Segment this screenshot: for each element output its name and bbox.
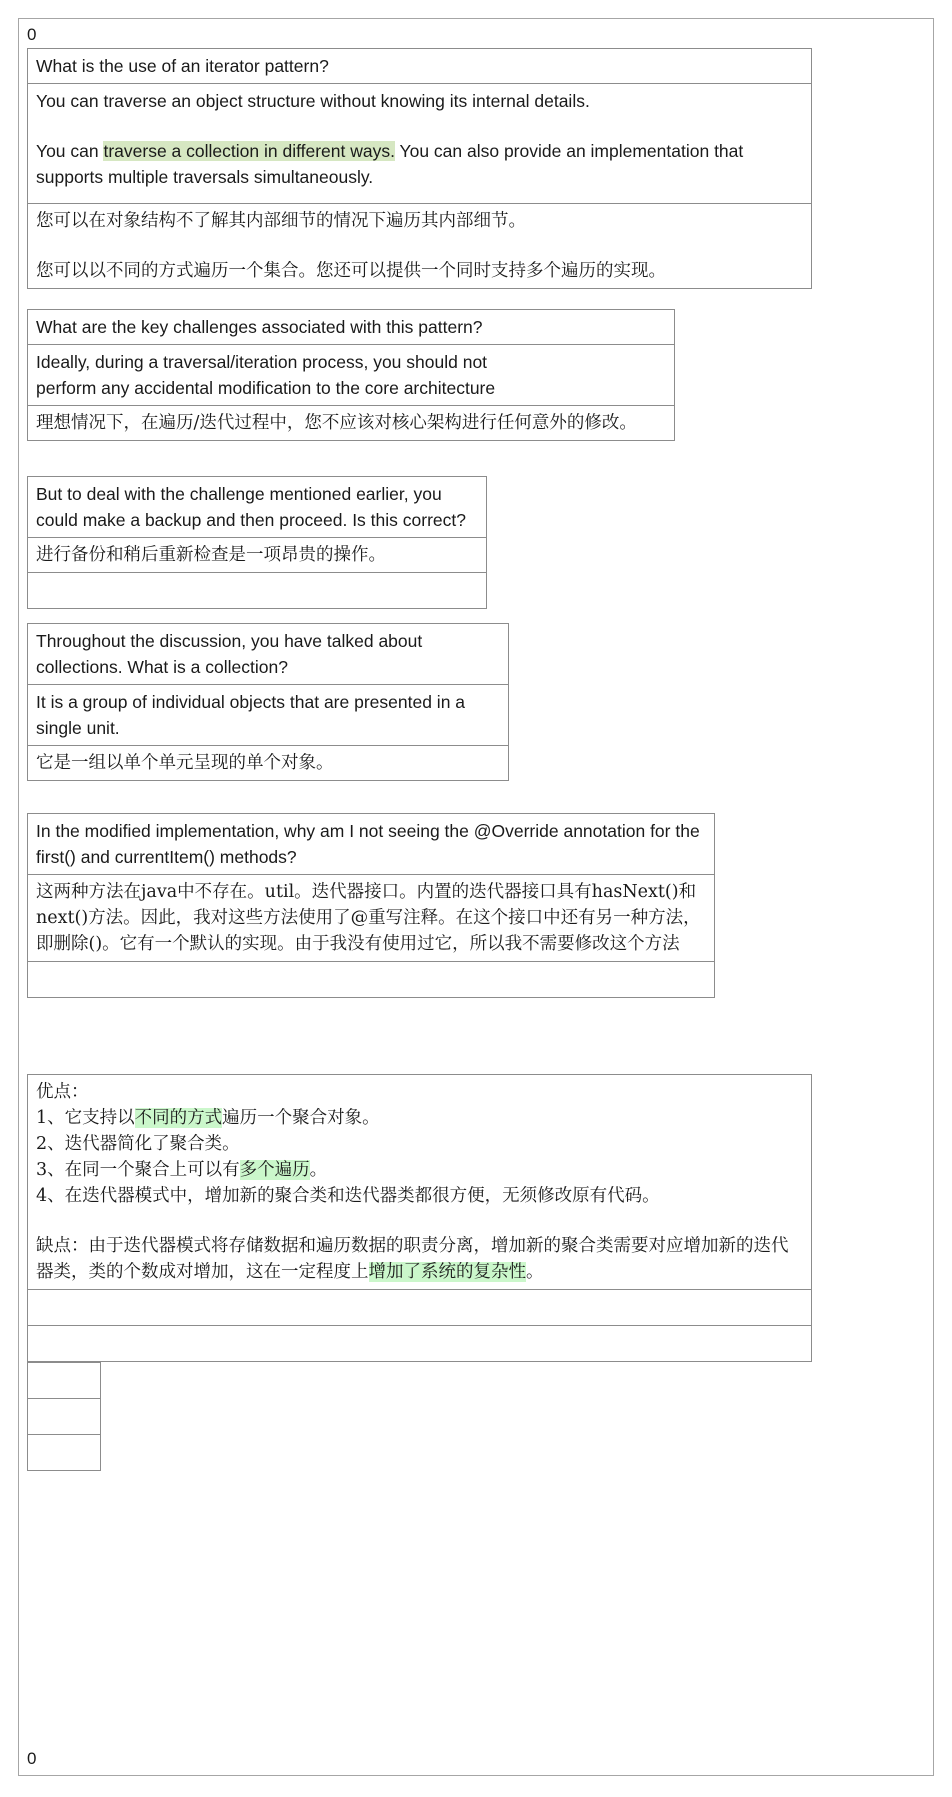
empty-row xyxy=(28,1435,101,1471)
empty-row xyxy=(28,1363,101,1399)
qa-card-key-challenges xyxy=(27,309,675,441)
empty-row xyxy=(28,1290,812,1326)
qa-card-override xyxy=(27,813,715,998)
answer-zh-line-1: 您可以在对象结构不了解其内部细节的情况下遍历其内部细节。 xyxy=(36,211,526,231)
qa-card-iterator-use xyxy=(27,48,812,289)
empty-row xyxy=(28,1399,101,1435)
question-text: What are the key challenges associated with this pattern? xyxy=(28,310,675,345)
question-row xyxy=(28,624,509,685)
page-number-bottom: 0 xyxy=(27,1749,37,1768)
answer-zh-row xyxy=(28,406,675,441)
answer-zh-text: 它是一组以单个单元呈现的单个对象。 xyxy=(28,746,509,781)
highlighted-text: 多个遍历 xyxy=(239,1160,310,1180)
answer-zh-row xyxy=(28,538,487,573)
answer-zh-row xyxy=(28,746,509,781)
cons-text: 缺点：由于迭代器模式将存储数据和遍历数据的职责分离，增加新的聚合类需要对应增加新的迭代器类，类的个数成对增加，这在一定程度上增加了系统的复杂性。 xyxy=(36,1236,789,1282)
answer-zh-text: 进行备份和稍后重新检查是一项昂贵的操作。 xyxy=(28,538,487,573)
answer-en-line-1: You can traverse an object structure without knowing its internal details. xyxy=(36,91,590,111)
empty-row xyxy=(28,573,487,609)
answer-en-row xyxy=(28,345,675,406)
document-page xyxy=(18,18,934,1776)
answer-zh-text: 理想情况下，在遍历/迭代过程中，您不应该对核心架构进行任何意外的修改。 xyxy=(28,406,675,441)
highlighted-text: 增加了系统的复杂性 xyxy=(368,1262,526,1282)
answer-en-line-2: You can traverse a collection in different ways. You can also provide an implementation that supports multiple traversals simultaneously. xyxy=(36,141,744,187)
pros-item-3: 3、在同一个聚合上可以有多个遍历。 xyxy=(36,1160,328,1180)
pros-item-4: 4、在迭代器模式中，增加新的聚合类和迭代器类都很方便，无须修改原有代码。 xyxy=(36,1186,660,1206)
highlighted-text: 不同的方式 xyxy=(134,1108,223,1128)
answer-zh-line-2: 您可以以不同的方式遍历一个集合。您还可以提供一个同时支持多个遍历的实现。 xyxy=(36,261,666,281)
pros-cons-card xyxy=(27,1074,812,1362)
highlighted-text: traverse a collection in different ways. xyxy=(103,141,395,161)
answer-en-row xyxy=(28,685,509,746)
question-text: But to deal with the challenge mentioned earlier, you could make a backup and then proceed. Is this correct? xyxy=(28,477,487,538)
answer-en-text: Ideally, during a traversal/iteration process, you should not perform any accidental modification to the core architecture xyxy=(36,352,496,398)
pros-item-1: 1、它支持以不同的方式遍历一个聚合对象。 xyxy=(36,1108,380,1128)
pros-title: 优点： xyxy=(36,1082,89,1102)
question-row xyxy=(28,477,487,538)
question-row xyxy=(28,310,675,345)
question-row xyxy=(28,49,812,84)
answer-zh-text: 这两种方法在java中不存在。util。迭代器接口。内置的迭代器接口具有hasNext()和next()方法。因此，我对这些方法使用了@重写注释。在这个接口中还有另一种方法，即删除()。它有一个默认的实现。由于我没有使用过它，所以我不需要修改这个方法 xyxy=(28,875,715,962)
answer-en-text: It is a group of individual objects that are presented in a single unit. xyxy=(28,685,509,746)
question-row xyxy=(28,814,715,875)
qa-card-backup xyxy=(27,476,487,609)
pros-item-2: 2、迭代器简化了聚合类。 xyxy=(36,1134,240,1154)
answer-zh-row xyxy=(28,204,812,289)
question-text: In the modified implementation, why am I not seeing the @Override annotation for the first() and currentItem() methods? xyxy=(28,814,715,875)
answer-zh-row xyxy=(28,875,715,962)
question-text: Throughout the discussion, you have talked about collections. What is a collection? xyxy=(28,624,509,685)
empty-row xyxy=(28,1326,812,1362)
pros-cons-row xyxy=(28,1075,812,1290)
answer-en-row xyxy=(28,84,812,204)
qa-card-collection xyxy=(27,623,509,781)
question-text: What is the use of an iterator pattern? xyxy=(28,49,812,84)
empty-small-table xyxy=(27,1362,101,1471)
empty-row xyxy=(28,962,715,998)
page-number-top: 0 xyxy=(27,25,37,44)
